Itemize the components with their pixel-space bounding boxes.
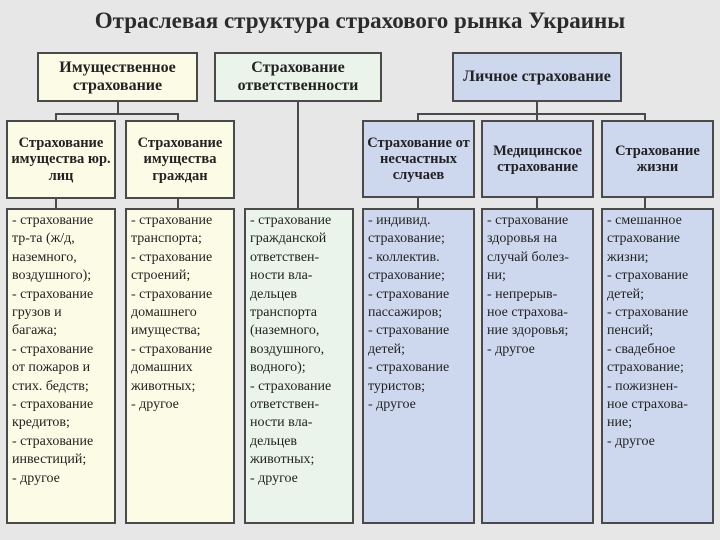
list-line: здоровья на: [487, 231, 558, 247]
list-line: - страхование: [131, 213, 213, 228]
list-line: дельцев: [250, 286, 298, 302]
list-line: наземного,: [12, 249, 77, 265]
list-line: - страхование: [131, 341, 213, 357]
list-line: - непрерыв-: [487, 286, 558, 302]
list-line: ное страхова-: [487, 305, 568, 321]
list-line: - другое: [12, 470, 60, 486]
list-medical: [481, 208, 594, 524]
connector-personal-trunk: [536, 100, 538, 114]
list-line: туристов;: [368, 378, 426, 394]
list-line: водного);: [250, 360, 306, 376]
list-line: - свадебное: [607, 341, 676, 357]
list-line: инвестиций;: [12, 452, 87, 468]
list-line: - страхование: [131, 286, 213, 302]
list-line: от пожаров и: [12, 360, 91, 376]
list-citizens: [125, 208, 235, 524]
list-line: - страхование: [607, 305, 689, 321]
list-line: ное страхова-: [607, 397, 688, 413]
list-line: - страхование: [12, 397, 94, 413]
list-liability: [244, 208, 354, 524]
list-line: - страхование: [487, 213, 569, 228]
list-line: гражданской: [250, 231, 327, 247]
list-line: животных;: [131, 378, 196, 394]
list-line: ности вла-: [250, 415, 313, 431]
list-line: тр-та (ж/д,: [12, 231, 75, 247]
list-line: воздушного);: [12, 268, 92, 284]
list-line: - страхование: [12, 341, 94, 357]
list-line: дельцев: [250, 433, 298, 449]
list-line: - пожизнен-: [607, 378, 678, 394]
list-line: - индивид.: [368, 213, 431, 228]
list-line: - страхование: [12, 213, 94, 228]
subheader-citizens: Страхование имущества граждан: [125, 120, 235, 199]
subheader-legal-entities: Страхование имущества юр. лиц: [6, 120, 116, 199]
list-line: воздушного,: [250, 341, 325, 357]
list-line: страхование: [607, 231, 681, 247]
list-line: строений;: [131, 268, 191, 284]
list-line: - другое: [250, 470, 298, 486]
list-line: пенсий;: [607, 323, 654, 339]
list-life: [601, 208, 714, 524]
list-line: - страхование: [250, 378, 332, 394]
connector-personal-bar: [417, 113, 645, 115]
header-liability-insurance: Страхование ответственности: [214, 52, 382, 102]
list-line: страхование;: [368, 231, 445, 247]
list-line: - смешанное: [607, 213, 682, 228]
list-line: детей;: [607, 286, 645, 302]
list-line: транспорта: [250, 305, 318, 321]
subheader-life: Страхование жизни: [601, 120, 714, 198]
connector-legal-list: [55, 198, 57, 208]
list-line: ние;: [607, 415, 633, 431]
list-line: - страхование: [12, 433, 94, 449]
list-line: страхование;: [607, 360, 684, 376]
list-line: грузов и: [12, 305, 62, 321]
list-line: жизни;: [607, 249, 649, 265]
list-line: - другое: [131, 397, 179, 413]
subheader-medical: Медицинское страхование: [481, 120, 594, 198]
list-line: пассажиров;: [368, 305, 443, 321]
list-line: имущества;: [131, 323, 201, 339]
list-line: - страхование: [607, 268, 689, 284]
list-line: домашних: [131, 360, 193, 376]
list-line: домашнего: [131, 305, 197, 321]
list-line: животных;: [250, 452, 315, 468]
list-line: случай болез-: [487, 249, 569, 265]
list-line: - страхование: [368, 286, 450, 302]
list-line: - другое: [607, 433, 655, 449]
list-line: детей;: [368, 341, 406, 357]
list-line: ности вла-: [250, 268, 313, 284]
list-line: - страхование: [368, 323, 450, 339]
list-line: ние здоровья;: [487, 323, 569, 339]
list-line: стих. бедств;: [12, 378, 89, 394]
subheader-accidents: Страхование от несчастных случаев: [362, 120, 475, 198]
list-line: ответствен-: [250, 397, 320, 413]
list-line: (наземного,: [250, 323, 320, 339]
list-line: страхование;: [368, 268, 445, 284]
list-line: кредитов;: [12, 415, 70, 431]
header-property-insurance: Имущественное страхование: [37, 52, 198, 102]
connector-property-bar: [55, 113, 178, 115]
list-line: - коллектив.: [368, 249, 440, 265]
list-line: багажа;: [12, 323, 58, 339]
list-line: - другое: [368, 397, 416, 413]
list-line: - другое: [487, 341, 535, 357]
connector-citizens-list: [177, 198, 179, 208]
list-line: транспорта;: [131, 231, 202, 247]
list-legal-entities: [6, 208, 116, 524]
list-line: ответствен-: [250, 249, 320, 265]
list-line: - страхование: [131, 249, 213, 265]
list-accidents: [362, 208, 475, 524]
header-personal-insurance: Личное страхование: [452, 52, 622, 102]
list-line: - страхование: [12, 286, 94, 302]
diagram-title: Отраслевая структура страхового рынка Украины: [94, 8, 626, 33]
list-line: ни;: [487, 268, 506, 284]
list-line: - страхование: [368, 360, 450, 376]
connector-liability: [297, 101, 299, 209]
list-line: - страхование: [250, 213, 332, 228]
